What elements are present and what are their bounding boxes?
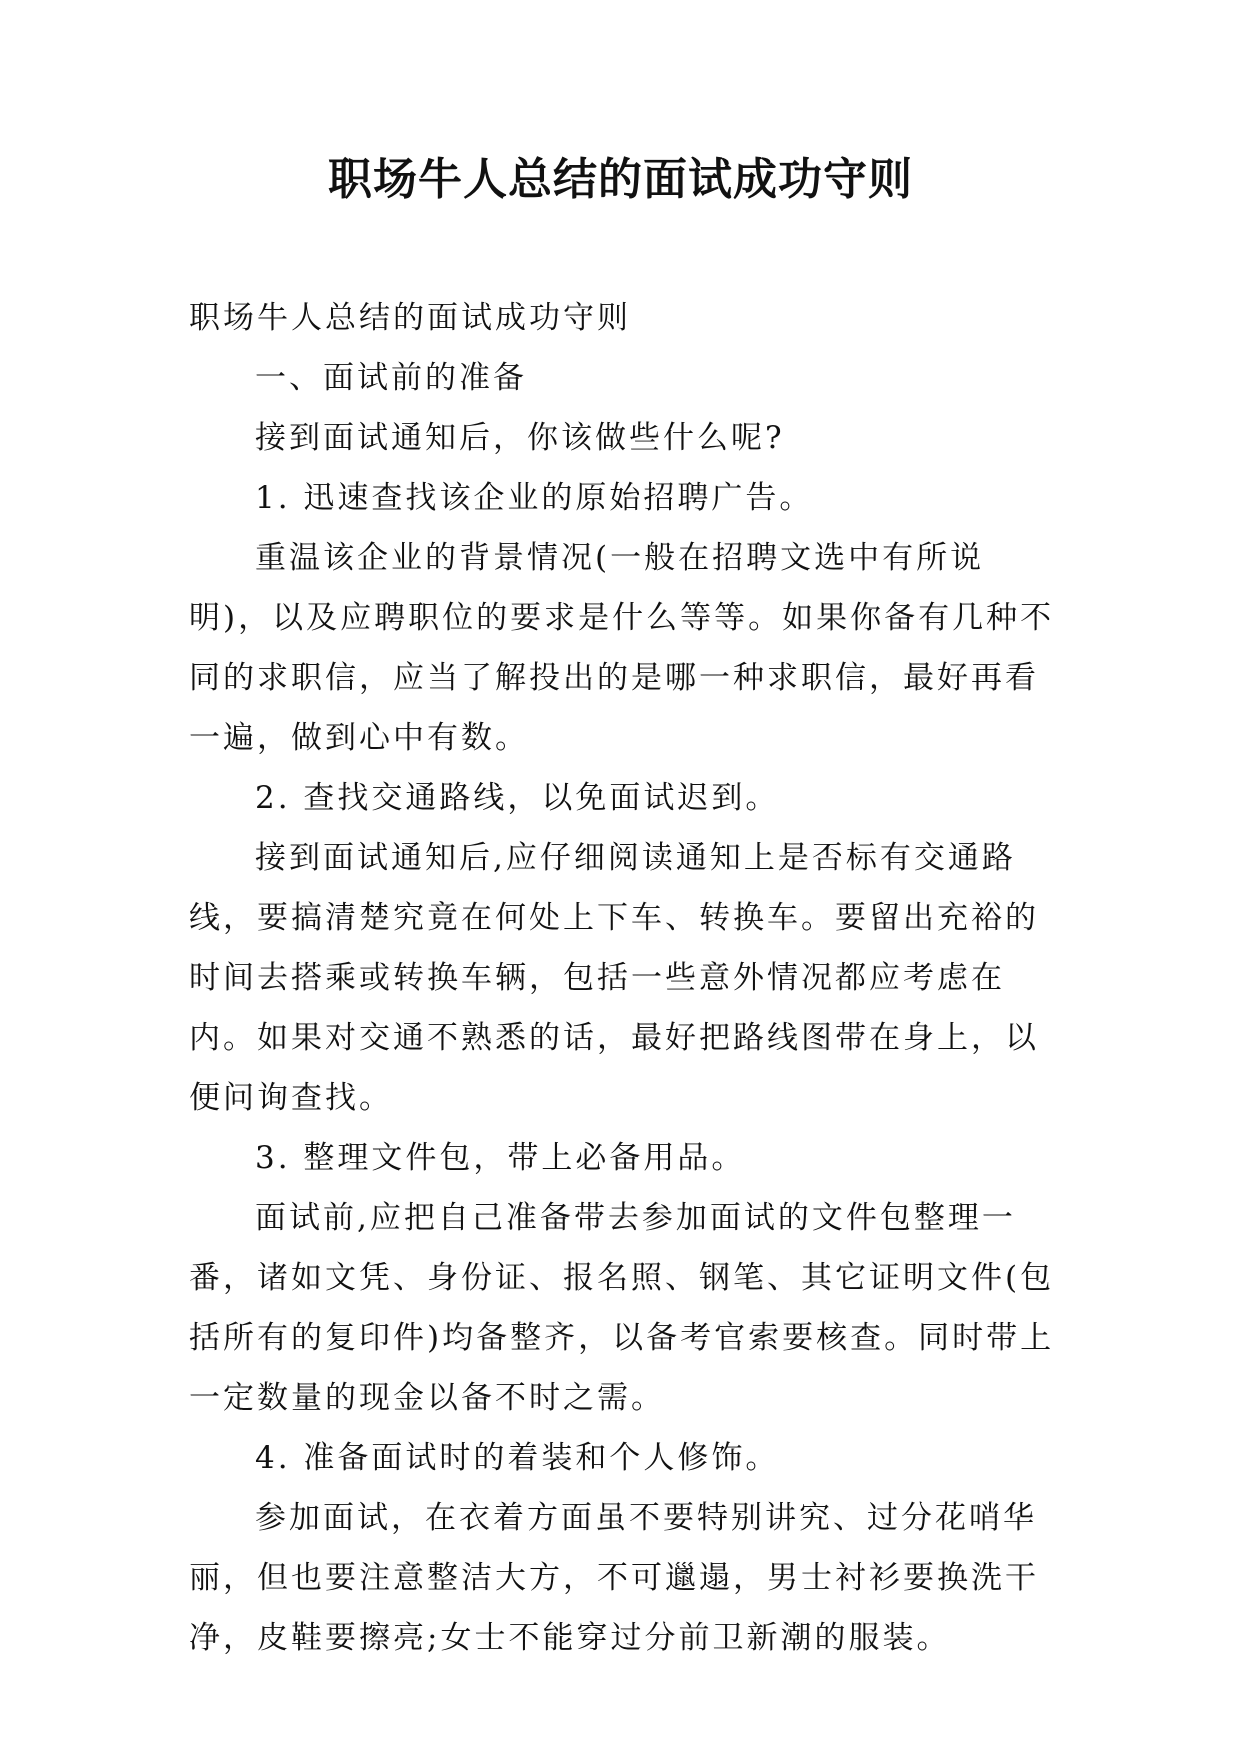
document-title: 职场牛人总结的面试成功守则	[328, 154, 913, 205]
point-2-heading: 2. 查找交通路线，以免面试迟到。	[255, 780, 780, 816]
point-3-body: 面试前,应把自己准备带去参加面试的文件包整理一番，诸如文凭、身份证、报名照、钢笔、其它证明文件(包括所有的复印件)均备整齐，以备考官索要核查。同时带上一定数量的现金以备不时之需。	[189, 1200, 1055, 1416]
point-1-body: 重温该企业的背景情况(一般在招聘文选中有所说明)，以及应聘职位的要求是什么等等。如果你备有几种不同的求职信，应当了解投出的是哪一种求职信，最好再看一遍，做到心中有数。	[189, 540, 1055, 756]
question-paragraph: 接到面试通知后，你该做些什么呢?	[255, 420, 785, 456]
section-heading-preparation: 一、面试前的准备	[255, 360, 527, 396]
document-body	[189, 288, 1059, 1668]
point-3-heading: 3. 整理文件包，带上必备用品。	[255, 1140, 746, 1176]
point-1-heading: 1. 迅速查找该企业的原始招聘广告。	[255, 480, 814, 516]
body-heading-paragraph: 职场牛人总结的面试成功守则	[189, 300, 631, 336]
point-4-body: 参加面试，在衣着方面虽不要特别讲究、过分花哨华丽，但也要注意整洁大方，不可邋遢，男士衬衫要换洗干净，皮鞋要擦亮;女士不能穿过分前卫新潮的服装。	[189, 1500, 1039, 1656]
point-4-heading: 4. 准备面试时的着装和个人修饰。	[255, 1440, 780, 1476]
point-2-body: 接到面试通知后,应仔细阅读通知上是否标有交通路线，要搞清楚究竟在何处上下车、转换车。要留出充裕的时间去搭乘或转换车辆，包括一些意外情况都应考虑在内。如果对交通不熟悉的话，最好把路线图带在身上，以便问询查找。	[189, 840, 1039, 1116]
